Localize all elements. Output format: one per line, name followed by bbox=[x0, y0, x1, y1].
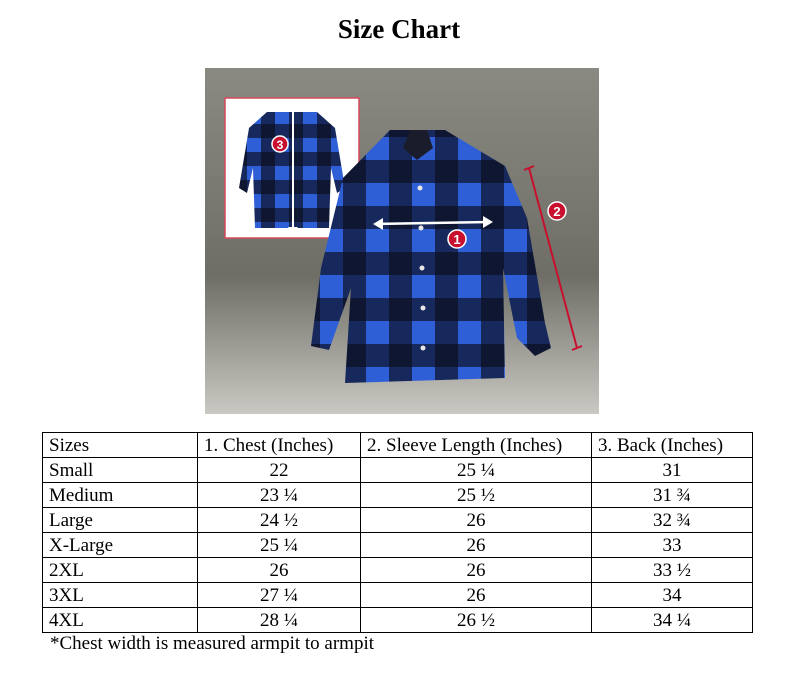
chest-cell: 24 ½ bbox=[198, 508, 361, 533]
table-row bbox=[43, 458, 753, 483]
chest-cell: 23 ¼ bbox=[198, 483, 361, 508]
table-row bbox=[43, 533, 753, 558]
shirt-measurement-photo bbox=[205, 68, 599, 414]
chest-measure-badge-label: 1 bbox=[453, 232, 461, 247]
chest-cell: 26 bbox=[198, 558, 361, 583]
back-cell: 31 bbox=[592, 458, 753, 483]
back-measure-badge-label: 3 bbox=[276, 138, 284, 152]
table-header-row bbox=[43, 433, 753, 458]
sleeve-cell: 25 ¼ bbox=[361, 458, 592, 483]
back-cell: 31 ¾ bbox=[592, 483, 753, 508]
back-cell: 33 ½ bbox=[592, 558, 753, 583]
sleeve-cell: 26 bbox=[361, 558, 592, 583]
header-sleeve-length: 2. Sleeve Length (Inches) bbox=[361, 433, 592, 458]
size-cell: Large bbox=[43, 508, 198, 533]
header-sizes: Sizes bbox=[43, 433, 198, 458]
chest-cell: 27 ¼ bbox=[198, 583, 361, 608]
size-cell: 4XL bbox=[43, 608, 198, 633]
table-row bbox=[43, 583, 753, 608]
back-cell: 34 ¼ bbox=[592, 608, 753, 633]
size-cell: 3XL bbox=[43, 583, 198, 608]
chest-cell: 22 bbox=[198, 458, 361, 483]
size-cell: Medium bbox=[43, 483, 198, 508]
sleeve-measure-badge-label: 2 bbox=[553, 204, 561, 219]
back-cell: 32 ¾ bbox=[592, 508, 753, 533]
table-row bbox=[43, 608, 753, 633]
sleeve-cell: 25 ½ bbox=[361, 483, 592, 508]
sleeve-cell: 26 ½ bbox=[361, 608, 592, 633]
size-table bbox=[42, 432, 753, 633]
chest-cell: 28 ¼ bbox=[198, 608, 361, 633]
back-cell: 34 bbox=[592, 583, 753, 608]
table-row bbox=[43, 483, 753, 508]
sleeve-cell: 26 bbox=[361, 583, 592, 608]
size-cell: 2XL bbox=[43, 558, 198, 583]
sleeve-cell: 26 bbox=[361, 533, 592, 558]
size-cell: X-Large bbox=[43, 533, 198, 558]
back-cell: 33 bbox=[592, 533, 753, 558]
size-cell: Small bbox=[43, 458, 198, 483]
header-back: 3. Back (Inches) bbox=[592, 433, 753, 458]
table-row bbox=[43, 508, 753, 533]
header-chest: 1. Chest (Inches) bbox=[198, 433, 361, 458]
footnote: *Chest width is measured armpit to armpit bbox=[50, 633, 375, 654]
chest-cell: 25 ¼ bbox=[198, 533, 361, 558]
sleeve-cell: 26 bbox=[361, 508, 592, 533]
table-row bbox=[43, 558, 753, 583]
page-title: Size Chart bbox=[337, 14, 461, 44]
